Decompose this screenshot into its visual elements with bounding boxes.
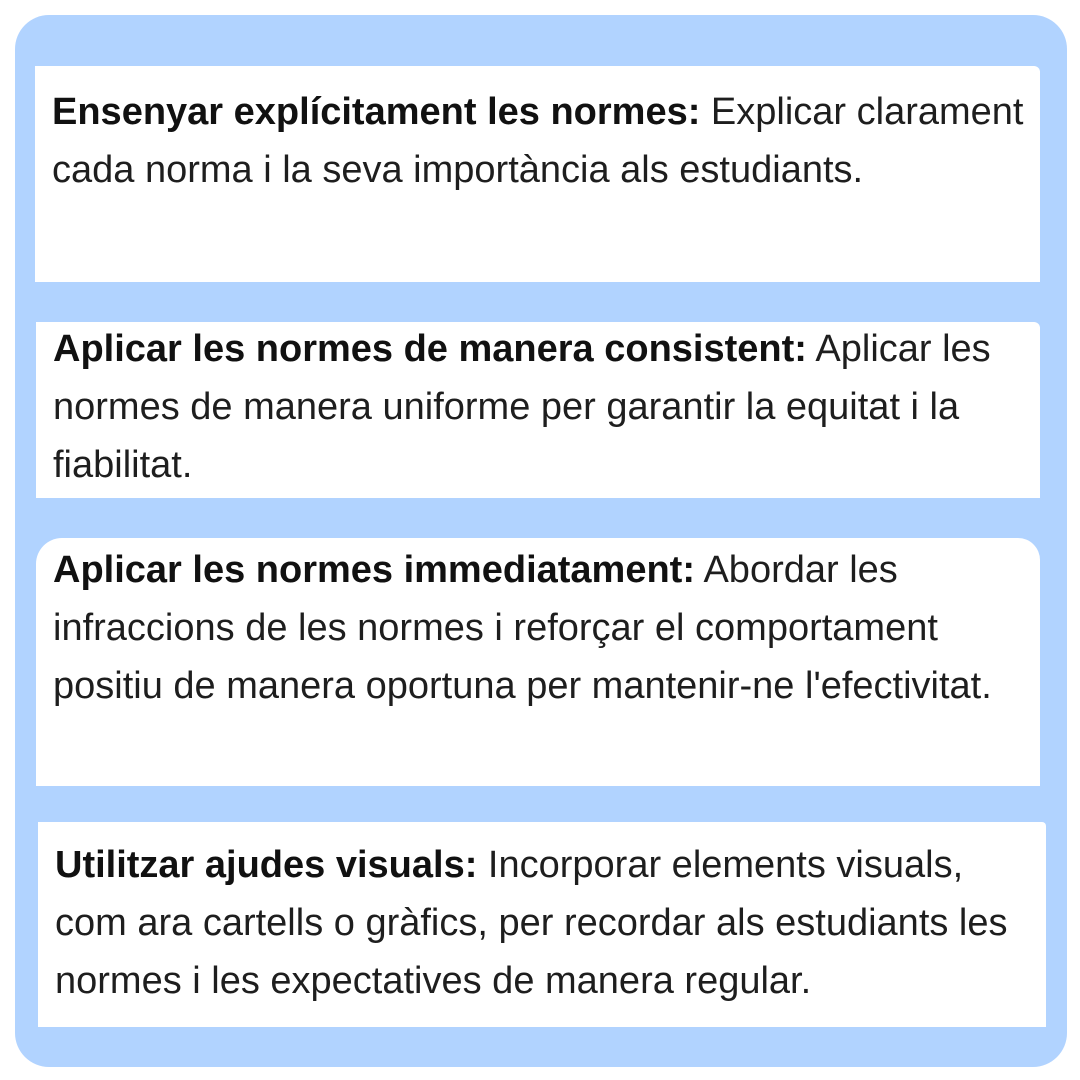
tip-title: Utilitzar ajudes visuals: [55, 844, 478, 886]
tip-body: Explicar clarament cada norma i la seva importància als estudiants. [52, 91, 1024, 191]
tip-body: Abordar les infraccions de les normes i reforçar el comportament positiu de manera oportuna per mantenir-ne l'efectivitat. [53, 549, 992, 707]
tip-card-visual-aids [38, 822, 1046, 1027]
tip-text [53, 541, 1030, 715]
tip-text [52, 83, 1030, 199]
tip-title: Aplicar les normes de manera consistent: [53, 328, 807, 370]
tip-card-explicit-teaching [35, 66, 1040, 282]
tip-body: Aplicar les normes de manera uniforme per garantir la equitat i la fiabilitat. [53, 328, 991, 486]
tip-text [53, 320, 1030, 494]
tip-title: Ensenyar explícitament les normes: [52, 91, 701, 133]
tip-card-consistent-application [36, 322, 1040, 498]
tip-body: Incorporar elements visuals, com ara cartells o gràfics, per recordar als estudiants les normes i les expectatives de manera regular. [55, 844, 1008, 1002]
tip-text [55, 836, 1036, 1010]
tip-card-immediate-application [36, 538, 1040, 786]
tip-title: Aplicar les normes immediatament: [53, 549, 695, 591]
